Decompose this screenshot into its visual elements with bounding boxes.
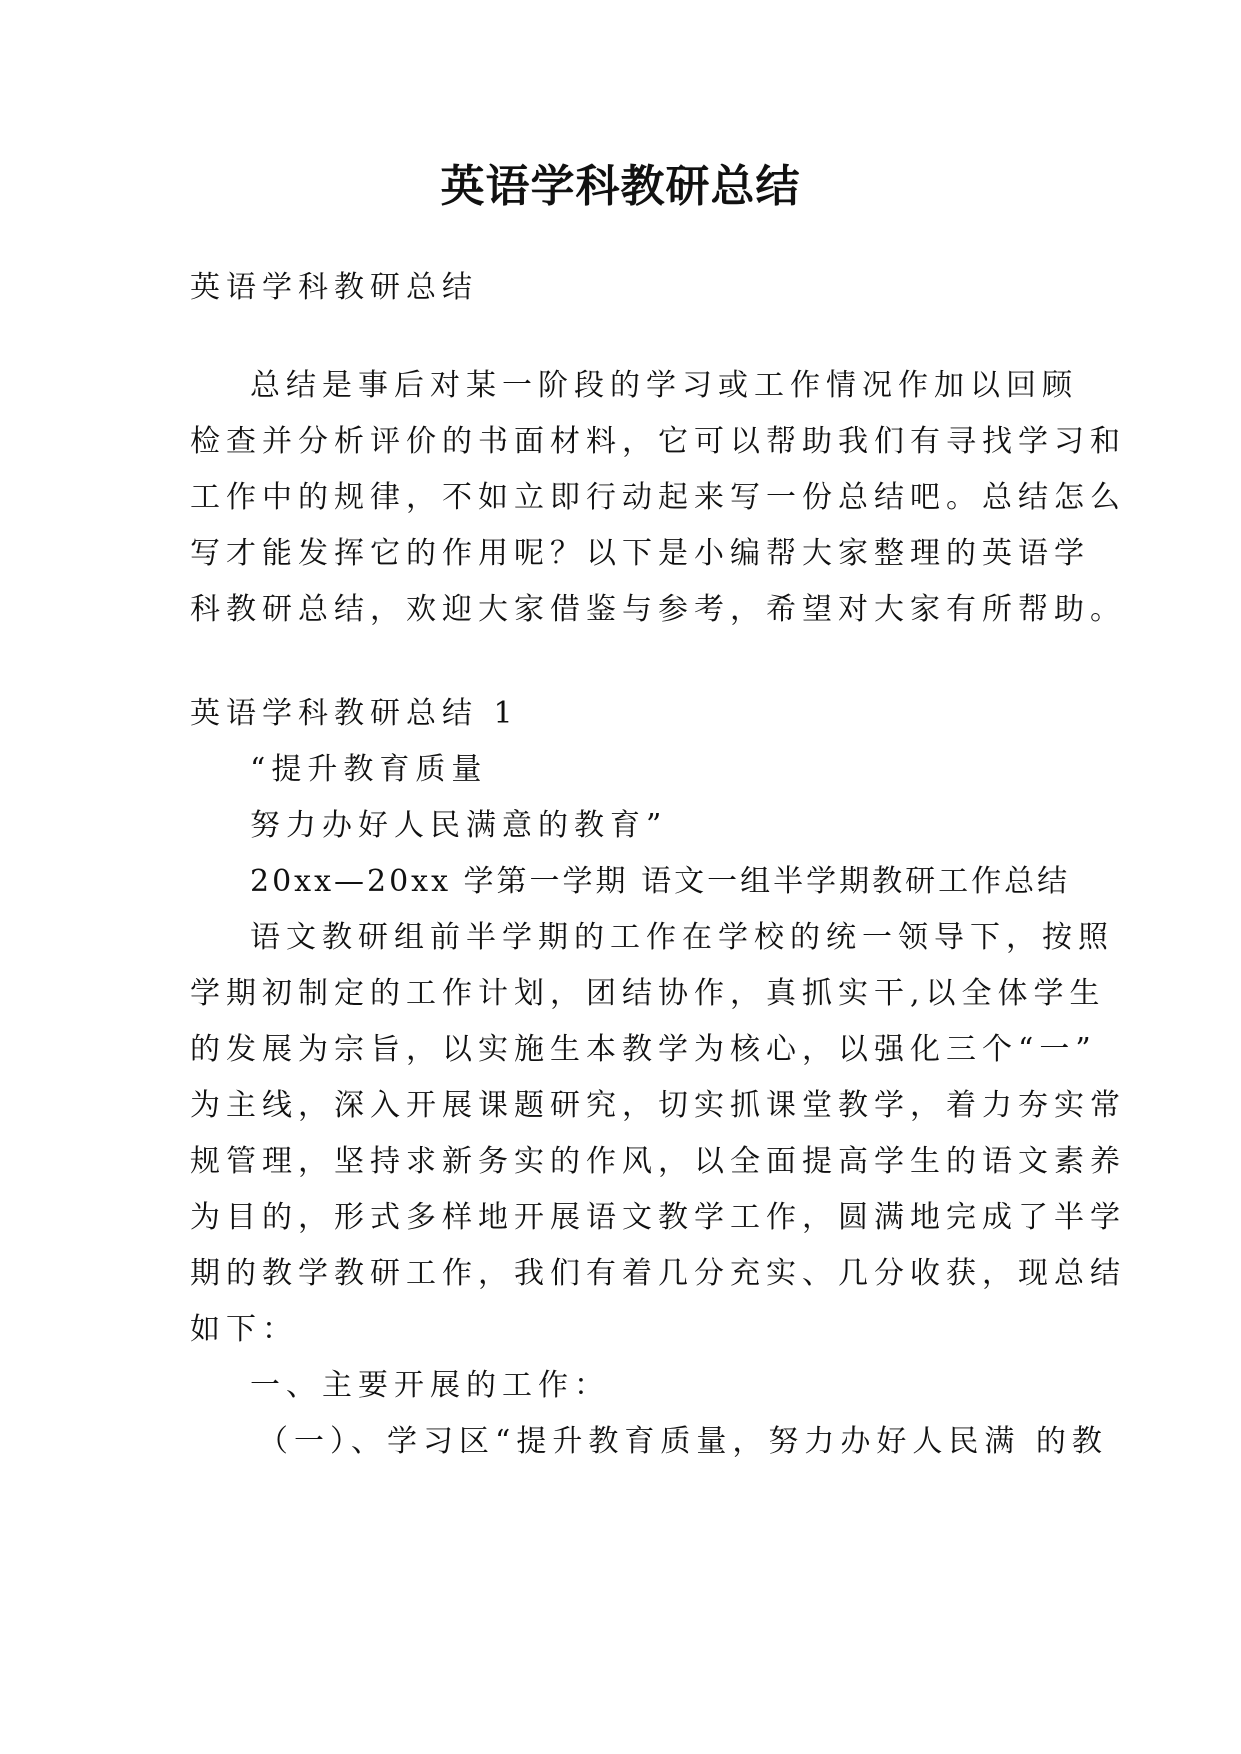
point-heading: 一、主要开展的工作：: [250, 1368, 610, 1403]
body-line: 为目的，形式多样地开展语文教学工作，圆满地完成了半学: [190, 1200, 1126, 1235]
intro-line: 写才能发挥它的作用呢？以下是小编帮大家整理的英语学: [190, 536, 1090, 571]
semester-line: 20xx—20xx 学第一学期 语文一组半学期教研工作总结: [250, 864, 1071, 899]
intro-line: 工作中的规律，不如立即行动起来写一份总结吧。总结怎么: [190, 480, 1126, 515]
body-line: 语文教研组前半学期的工作在学校的统一领导下，按照: [250, 920, 1114, 955]
body-line: 规管理，坚持求新务实的作风，以全面提高学生的语文素养: [190, 1144, 1126, 1179]
subtitle: 英语学科教研总结: [190, 270, 478, 305]
body-line: 如下：: [190, 1312, 298, 1347]
intro-line: 总结是事后对某一阶段的学习或工作情况作加以回顾: [250, 368, 1078, 403]
section-heading: 英语学科教研总结 1: [190, 696, 519, 731]
body-line: 的发展为宗旨，以实施生本教学为核心，以强化三个“一”: [190, 1032, 1097, 1067]
quote-line: “提升教育质量: [250, 752, 488, 787]
intro-line: 检查并分析评价的书面材料，它可以帮助我们有寻找学习和: [190, 424, 1126, 459]
body-line: 为主线，深入开展课题研究，切实抓课堂教学，着力夯实常: [190, 1088, 1126, 1123]
quote-line: 努力办好人民满意的教育”: [250, 808, 668, 843]
document-title: 英语学科教研总结: [440, 161, 801, 212]
body-line: 期的教学教研工作，我们有着几分充实、几分收获，现总结: [190, 1256, 1126, 1291]
intro-line: 科教研总结，欢迎大家借鉴与参考，希望对大家有所帮助。: [190, 592, 1126, 627]
sub-point-line: （一）、学习区“提升教育质量，努力办好人民满 的教: [258, 1424, 1108, 1459]
body-line: 学期初制定的工作计划，团结协作，真抓实干,以全体学生: [190, 976, 1106, 1011]
